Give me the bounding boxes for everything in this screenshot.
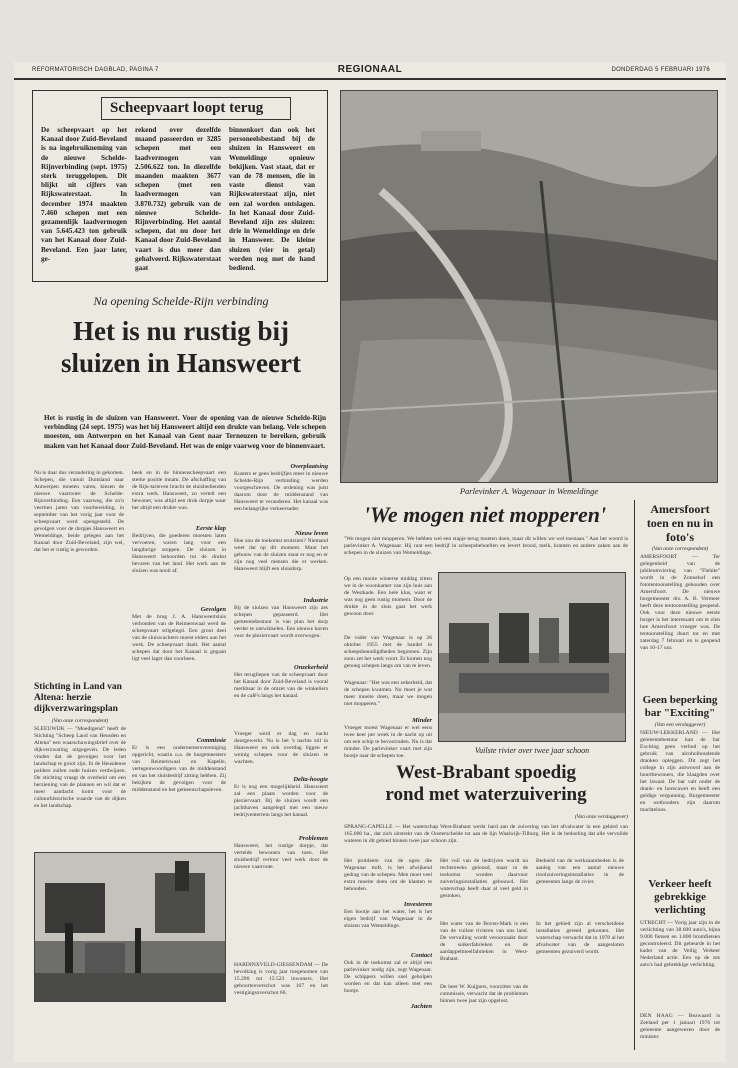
stichting-article: [34, 682, 126, 852]
heading-gevolgen: Gevolgen: [200, 606, 226, 613]
main-col-2: [132, 470, 226, 900]
stichting-byline: (Van onze correspondent): [51, 718, 109, 724]
stichting-title: Stichting in Land van Altena: herzie dijkverzwaringsplan: [34, 682, 122, 714]
main-col-2-text-b: Bedrijven, die goederen moesten laten vervoeren, waren lang voor een langdurige stoppen. De sluizen in Hansweert behoorden tot de drukst bevaren van het land. Het werk aan de sluizen was nooit af.: [132, 533, 226, 574]
westbrabant-headline-1: West-Brabant spoedig: [396, 762, 576, 783]
westbrabant-headline-2: rond met waterzuivering: [385, 784, 587, 805]
wagenaar-text-5: De vader van Wagenaar is op 26 oktober 1955 met de handel in scheepsbenodigdheden begonnen. Zijn zoon zet het werk voort. Er komen nog genoeg schepen langs om van te leven.: [344, 635, 432, 669]
heading-delta-hoogte: Delta-hoogte: [293, 776, 328, 783]
newspaper-page: [14, 62, 726, 1062]
exciting-byline: (Van een verslaggever): [654, 722, 706, 728]
lower-right-text-2: Een bootje aan het water, het is het eigen bedrijf van Wagenaar in de sluizen van Wemeldinge.: [344, 909, 432, 929]
box-title-frame: [101, 97, 291, 120]
exciting-text: NIEUW-LEKKERLAND — Het gemeentebestuur kan de bar Exciting geen verbod op het gebruik van alcoholhoudende dranken opleggen. Dit zegt het college in zijn antwoord aan de buurtbewoners, die klaagden over het lawaai. De bar valt onder de drank- en horecawet en heeft een geldige vergunning. Burgemeester en wethouders zijn daarom machteloos.: [640, 730, 720, 813]
box-col-3: binnenkort dan ook het personeelsbestand bij de sluizen in Hansweert en Wemeldinge opnieuw bekijken. Vast staat, dat er van de 78 mensen, die in vaste dienst van Rijkswaterstaat zijn, niet een zal worden ontslagen. In het Kanaal door Zuid-Beveland zijn zes sluizen: drie in Wemeldinge en drie in Hansweer. De kleine sluizen (vier in getal) worden nog met de hand bediend.: [229, 126, 315, 273]
amersfoort-title: Amersfoort toen en nu in foto's: [646, 502, 714, 544]
heading-contact: Contact: [411, 952, 432, 959]
westbrabant-head: [344, 762, 628, 814]
page-header: [14, 62, 726, 80]
westbrabant-text-6: In het gebied zijn al verscheidene installaties gereed gekomen. Het waterschap verwacht dat in 1978 al het afvalwater van de aangesloten gemeenten gezuiverd wordt.: [536, 921, 624, 955]
westbrabant-byline: (Van onze verslaggever): [574, 814, 628, 820]
main-col-3-text-b: Hoe zou de toekomst eruitzien? Niemand weet dat op dit moment. Maar het gebouw van de sluizen staat er nog en er zijn nog veel mensen die er werken. Hansweert blijft een sluisdorp.: [234, 538, 328, 572]
stichting-text: SLEEUWIJK — "Moedigend" heeft de Stichting "Scheep Land van Heusden en Altena" een waarschuwingsbrief over de dijkverzwaring uitgegeven. De leden vinden dat de gevolgen voor het landschap te groot zijn. In de Heusdense polders zullen oude huizen verdwijnen. De stichting vraagt de overheid om een herziening van de plannen en wil dat er meer aandacht komt voor de cultuurhistorische waarde van de dijken en het landschap.: [34, 726, 126, 809]
main-col-3-text-f: Er is nog een mogelijkheid. Hansweert zal een plaats worden voor de pleziervaart. Bij de sluizen wordt een jachthaven aangelegd met een nieuw bedrijventerrein langs het kanaal.: [234, 784, 328, 818]
main-col-2-text-d: Er is een ondernemersvereniging opgericht, waarin o.a. de burgemeesters van Reimerswaal en Kapelle, vertegenwoordigers van de middenstand en van het sluisbedrijf zitting hebben. Zij bekijken de gevolgen voor de middenstand en het gemeenschapsleven.: [132, 745, 226, 793]
aerial-illustration: [341, 91, 718, 483]
main-col-3: [234, 460, 328, 960]
main-col-3-text-a: Kusters er geen bedrijfjes meer in nieuwe Schelde-Rijn verbinding werden voorgeschreven. De ordening was juist daarom door de middenstand van Hansweert te veranderen. Het kanaal was een belangrijke verkeersader.: [234, 471, 328, 512]
box-article: [32, 90, 328, 282]
westbrabant-text-5: Bedoeld van de werkzaamheden is de aanleg van een aantal nieuwe rioolzuiveringsinstallaties in de gemeenten langs de rivier.: [536, 858, 624, 885]
verlichting-title: Verkeer heeft gebrekkige verlichting: [648, 878, 712, 916]
box-col-2: rekend over dezelfde maand passeerden er 3285 schepen met een laadvermogen van 2.506.622 ton. In diezelfde maanden maakten 3677 schepen (met een laadvermogen van 3.870.732) gebruik van de nieuwe Schelde-Rijnverbinding. Het aantal schepen, dat nu door het Kanaal door Zuid-Beveland vaart is dus meer dan gehalveerd. Rijkswaterstaat gaat: [135, 126, 221, 273]
lower-right-text-3: Ook in de toekomst zal er altijd een parlevinker nodig zijn, zegt Wagenaar. De schippers willen snel geholpen worden en dat kan alleen met een bootje.: [344, 960, 432, 994]
wagenaar-text-7: Vroeger moest Wagenaar er wel eens twee keer per week in de nacht op uit om een schip te bevoorraden. Nu is dat minder. De parlevinker vaart met zijn bootje naar de schepen toe.: [344, 725, 432, 758]
main-col-2-text-a: beek en in de binnenscheepvaart een sterke positie innam. De afschaffing van de Rijn-tarieven bracht de sluisbedienden extra werk. Hansweert, zo vertelt een bewoner, was altijd een druk dorpje waar het altijd een drukte was.: [132, 470, 226, 511]
heading-minder: Minder: [412, 717, 432, 724]
westbrabant-text-2: Het vuil van de bedrijven wordt nu rechtstreeks geloosd, maar in de toekomst worden daarvoor zuiveringsinstallaties gebouwd. Het waterschap heeft daar al veel geld in gestoken.: [440, 858, 528, 899]
main-col-1: [34, 470, 124, 676]
wagenaar-headline: 'We mogen niet mopperen': [363, 502, 607, 527]
sluice-illustration: [35, 853, 226, 1002]
exciting-title: Geen beperking bar "Exciting": [642, 694, 718, 719]
box-title: Scheepvaart loopt terug: [110, 100, 264, 116]
river-photo: [438, 572, 626, 742]
hardinxveld-text: HARDINXVELD-GIESSENDAM — De bevolking is vorig jaar toegenomen van 15.290 tot 15.523 inwoners. Het geboorteoverschot was 167 en het vestigingsoverschot 66.: [234, 962, 328, 996]
amersfoort-article: [640, 502, 720, 692]
exciting-article: [640, 694, 720, 874]
main-col-2-text-c: Met de brug J. A. Hansweertsluis verbonden van de Reimerswaal werd de scheepvaart stilgelegd. Een groot deel van de sluiswachters moest elders aan het werk. De scheepvaart daalt. Het aantal schepen dat door het Kanaal is gegaan ligt veel lager dan voorheen.: [132, 614, 226, 662]
river-caption: Vuilste rivier over twee jaar schoon: [474, 746, 590, 755]
main-kicker: Na opening Schelde-Rijn verbinding: [93, 294, 269, 308]
main-headline-1: Het is nu rustig bij: [72, 316, 290, 346]
lower-right-text-1: Het probleem van de ogen die Wagenaar treft, is het afwijkend gedrag van de schepen. Men moet veel extra moeite doen om de klanten te behouden.: [344, 858, 432, 892]
heading-jachten: Jachten: [410, 1003, 432, 1010]
heading-investeren: Investeren: [403, 901, 432, 908]
heading-eerste-klap: Eerste klap: [195, 525, 226, 532]
main-col-3-text-c: Bij de sluizen van Hansweert zijn zes schepen gepasseerd. Het gemeentebestuur is van plan het dorp verder te ontwikkelen. Een nieuwe haven voor de pleziervaart wordt overwogen.: [234, 605, 328, 639]
amersfoort-byline: (Van onze correspondent): [651, 546, 709, 552]
main-col-1-text: Nu is daar dus verandering in gekomen. Schepen, die vanuit Duitsland naar Antwerpen moeten varen, kiezen de nieuwe vaarroute: de Schelde-Rijnverbinding. Een vaarweg, die zo'n veertien jaren van voorbereiding, in september van het vorig jaar voor de scheepvaart werd opengesteld. De gevolgen voor de dorpjes Hansweert en Wemeldinge, beide gelegen aan het Kanaal door Zuid-Beveland, zijn wel, dat het er rustig is geworden.: [34, 470, 124, 553]
heading-industrie: Industrie: [303, 597, 328, 604]
heading-nieuw-leven: Nieuw leven: [294, 530, 328, 537]
sluice-photo: [34, 852, 226, 1002]
westbrabant-body: [344, 824, 628, 1054]
main-headline-2: sluizen in Hansweert: [61, 348, 301, 378]
wagenaar-text-6: Wagenaar: "Het was een zekerheid, dat de schepen kwamen. Nu moet je wat meer moeite doen, maar we mogen niet mopperen.": [344, 680, 432, 707]
header-left: REFORMATORISCH DAGBLAD, PAGINA 7: [32, 67, 159, 73]
main-col-3-text-e: Vroeger werd er dag en nacht doorgewerkt. Nu is het 's nachts stil in Hansweert en ook overdag liggen er weinig schepen voor de sluizen te wachten.: [234, 731, 328, 765]
section-title: REGIONAAL: [337, 64, 403, 75]
amersfoort-text: AMERSFOORT — Ter gelegenheid van de jubileumviering van "Flehite" wordt in de Zonnehof een fototentoonstelling gehouden over Amersfoort. De nieuwe burgemeester drs. A. B. Vermeer heeft deze tentoonstelling geopend. Ook voor deze nieuwe eerste burger is het interessant om te zien hoe Amersfoort vroeger was. De tentoonstelling duurt tot en met zaterdag 7 februari en is geopend van 10-17 uur.: [640, 554, 720, 651]
wagenaar-text-1: "We mogen niet mopperen. We hebben wel een stapje terug moeten doen, maar dit willen we wel toestaan." Aan het woord is parlevinker A. Wagenaar. Hij runt een bedrijf in scheepsbehoeften en levert brood, melk, kranten en andere zaken aan de schepen in de sluizen van Wemeldinge.: [344, 536, 628, 556]
verlichting-brief: DEN HAAG — Bezwaard is Zeeland per 1 januari 1976 tot gemeente aangewezen door de minister.: [640, 1013, 720, 1040]
heading-problemen: Problemen: [298, 835, 328, 842]
main-col-3-text-g: Hansweert, het rustige dorpje, dat vertelde bewoners van toen. Het sluisbedrijf verloor veel werk door de nieuwe vaarroute.: [234, 843, 328, 870]
hardinxveld-brief: [234, 962, 328, 1052]
westbrabant-text-1: SPRANG-CAPELLE — Het waterschap West-Brabant werkt hard aan de zuivering van het afvalwater in een gebied van 165.000 ha., dat zich uitstrekt van de Oosterschelde tot aan de lijn Waalwijk-Tilburg. Het is de bedoeling dat alle vervuilde wateren in dit gebied binnen twee jaar schoon zijn.: [344, 824, 628, 844]
heading-overplaatsing: Overplaatsing: [290, 463, 328, 470]
header-date: DONDERDAG 5 FEBRUARI 1976: [611, 67, 710, 73]
heading-commissie: Commissie: [196, 737, 226, 744]
main-col-3-text-d: Het terugliepen van de scheepvaart door het Kanaal door Zuid-Beveland is vooral merkbaar in de omzet van de winkeliers en de café's langs het kanaal.: [234, 672, 328, 699]
main-head: [34, 294, 328, 414]
westbrabant-text-3: Het water van de Boven-Mark is een van de vuilste rivieren van ons land. De vervuiling wordt veroorzaakt door de suikerfabrieken en de aardappelmeelfabrieken in West-Brabant.: [440, 921, 528, 962]
wagenaar-text-2: Op een mooie winterse middag zitten we in de woonkamer van zijn huis aan de Westkade. Een hele klus, want er was nog geen rustig moment. Door de drukte in de sluis gaat het werk gewoon door.: [344, 576, 432, 617]
river-illustration: [439, 573, 626, 742]
aerial-photo: [340, 90, 718, 483]
verlichting-text: UTRECHT — Vorig jaar zijn in de verlichting van 38.600 auto's, bijna 9.000 fietsen en 1.800 bromfietsen gecontroleerd. Dit gebeurde in het kader van de Veilig Verkeer Nederland actie. Een op de zes auto's had gebrekkige verlichting.: [640, 920, 720, 968]
box-col-1: De scheepvaart op het Kanaal door Zuid-Beveland is na ingebruikneming van de nieuwe Schelde-Rijnverbinding (sept. 1975) sterk teruggelopen. Dit blijkt uit cijfers van Rijkswaterstaat. In december 1974 maakten 7.460 schepen met een gezamenlijk laadvermogen van 5.645.423 ton gebruik van het Kanaal door Zuid-Beveland. Een jaar later, ge-: [41, 126, 127, 263]
aerial-caption: Parlevinker A. Wagenaar in Wemeldinge: [459, 486, 599, 496]
sidebar-divider: [634, 500, 635, 1050]
verlichting-article: [640, 878, 720, 1054]
heading-onzekerheid: Onzekerheid: [294, 664, 328, 671]
main-lead: Het is rustig in de sluizen van Hansweert. Voor de opening van de nieuwe Schelde-Rijn verbinding (24 sept. 1975) was het bij Hansweert altijd een drukte van belang. Vele schepen moesten, om Antwerpen en het Kanaal van Gent naar Terneuzen te bereiken, gebruik maken van het Kanaal door Zuid-Beveland. Het was de enige vaarweg voor de binnenvaart.: [44, 414, 326, 450]
westbrabant-text-4: De heer W. Kuijpers, voorzitter van de commissie, verwacht dat de problemen binnen twee jaar zijn opgelost.: [440, 984, 528, 1004]
